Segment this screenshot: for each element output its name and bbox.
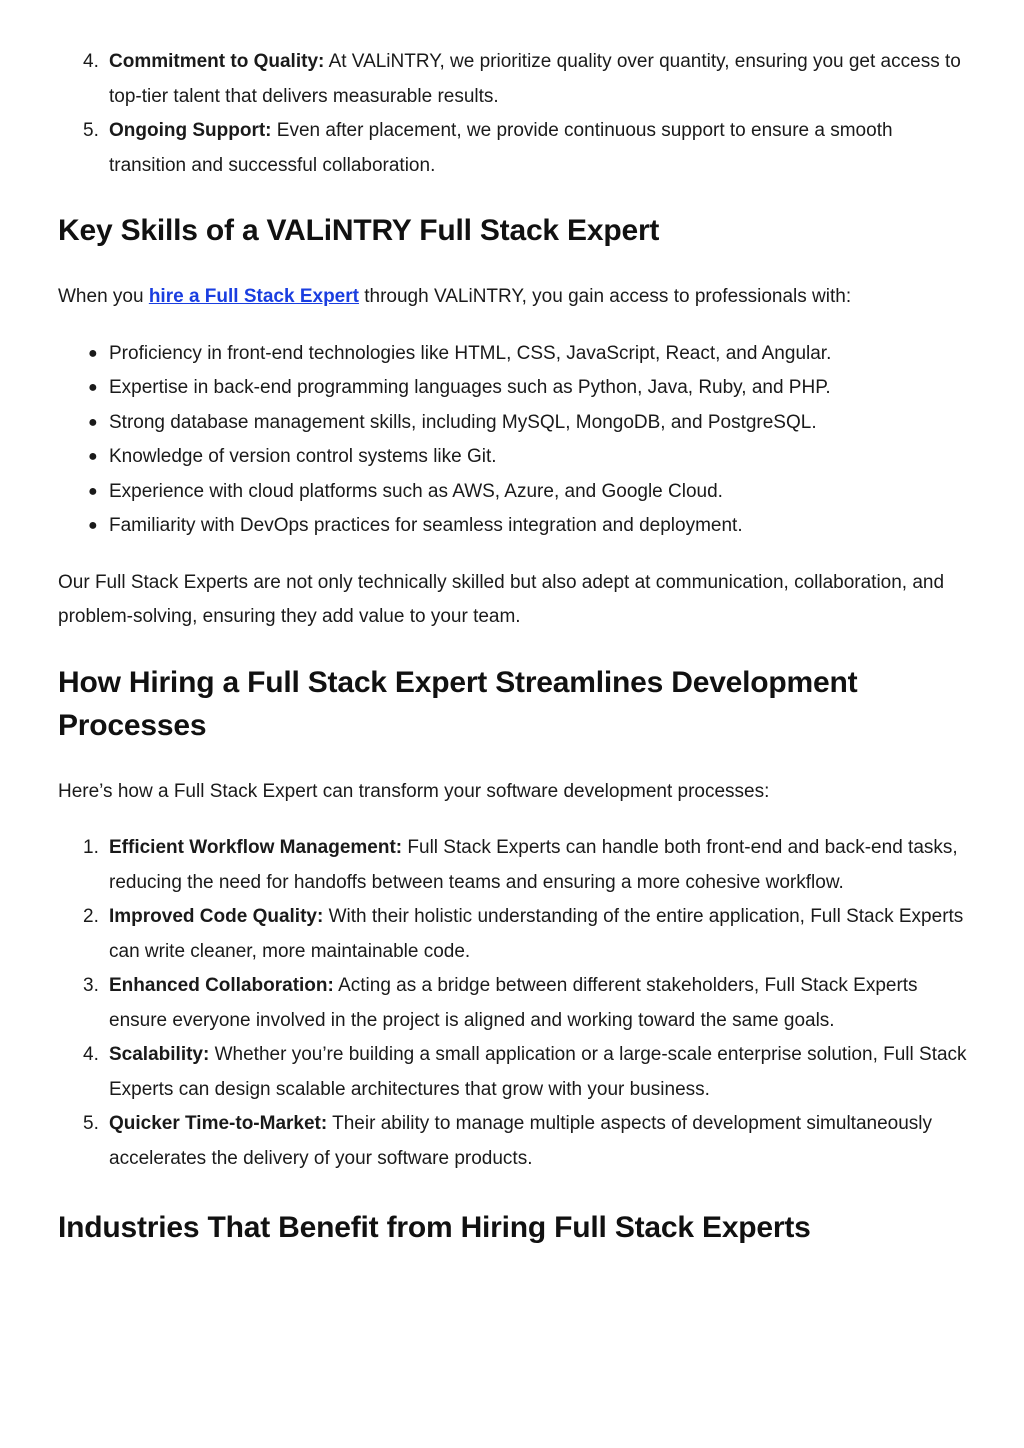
list-number: 4. bbox=[83, 1044, 99, 1065]
list-item-text: Whether you’re building a small application or a large-scale enterprise solution, Full Stack Experts can design scalable architectures that grow with your business. bbox=[109, 1044, 967, 1100]
skills-intro-before: When you bbox=[58, 286, 149, 307]
bullet-text: Strong database management skills, including MySQL, MongoDB, and PostgreSQL. bbox=[109, 411, 817, 433]
hiring-intro: Here’s how a Full Stack Expert can transform your software development processes: bbox=[58, 780, 770, 802]
list-item bbox=[58, 969, 968, 1038]
list-item-text: Acting as a bridge between different stakeholders, Full Stack Experts ensure everyone involved in the project is aligned and working toward the same goals. bbox=[109, 975, 918, 1031]
hire-full-stack-expert-link[interactable]: hire a Full Stack Expert bbox=[148, 286, 359, 307]
bullet-icon: ● bbox=[88, 448, 98, 465]
bullet-icon: ● bbox=[88, 344, 98, 362]
list-item-lead: Scalability: bbox=[109, 1044, 210, 1065]
bullet-text: Familiarity with DevOps practices for seamless integration and deployment. bbox=[109, 515, 743, 536]
bullet-icon: ● bbox=[88, 379, 98, 396]
bullet-icon: ● bbox=[88, 517, 98, 534]
list-item bbox=[58, 509, 968, 544]
skills-intro bbox=[58, 280, 968, 315]
bullet-icon: ● bbox=[88, 413, 98, 431]
list-item-lead: Improved Code Quality: bbox=[109, 906, 324, 927]
list-item bbox=[58, 475, 968, 510]
list-item bbox=[58, 406, 968, 441]
skills-bullet-list bbox=[58, 337, 968, 544]
bullet-text: Proficiency in front-end technologies like HTML, CSS, JavaScript, React, and Angular. bbox=[109, 342, 832, 364]
bullet-icon: ● bbox=[88, 482, 98, 500]
list-item-text: Their ability to manage multiple aspects of development simultaneously accelerates the delivery of your software products. bbox=[109, 1113, 933, 1169]
list-item bbox=[58, 900, 968, 969]
bullet-text: Expertise in back-end programming languages such as Python, Java, Ruby, and PHP. bbox=[109, 377, 831, 398]
list-item-lead: Quicker Time-to-Market: bbox=[109, 1113, 328, 1134]
section-heading-key-skills: Key Skills of a VALiNTRY Full Stack Expert bbox=[58, 214, 660, 247]
list-number: 2. bbox=[83, 906, 99, 927]
list-item bbox=[58, 831, 968, 900]
list-item-lead: Ongoing Support: bbox=[109, 120, 272, 141]
list-item-lead: Enhanced Collaboration: bbox=[109, 975, 334, 996]
list-item-lead: Efficient Workflow Management: bbox=[109, 837, 403, 858]
list-item bbox=[58, 45, 968, 114]
skills-outro: Our Full Stack Experts are not only technically skilled but also adept at communication, collaboration, and problem-solving, ensuring they add value to your team. bbox=[58, 571, 945, 627]
hiring-numbered-list bbox=[58, 831, 968, 1176]
commitment-list bbox=[58, 45, 968, 183]
bullet-text: Experience with cloud platforms such as AWS, Azure, and Google Cloud. bbox=[109, 480, 723, 502]
list-number: 3. bbox=[83, 975, 99, 996]
list-item-text: Even after placement, we provide continuous support to ensure a smooth transition and successful collaboration. bbox=[109, 120, 893, 176]
list-number: 5. bbox=[83, 1113, 99, 1134]
list-number: 5. bbox=[83, 120, 99, 141]
skills-intro-after: through VALiNTRY, you gain access to professionals with: bbox=[358, 286, 852, 307]
list-item bbox=[58, 371, 968, 406]
list-item bbox=[58, 1107, 968, 1176]
list-item bbox=[58, 114, 968, 183]
list-item bbox=[58, 337, 968, 372]
list-item-text: Full Stack Experts can handle both front-end and back-end tasks, reducing the need for handoffs between teams and ensuring a more cohesive workflow. bbox=[109, 837, 958, 893]
list-item-lead: Commitment to Quality: bbox=[109, 51, 325, 72]
list-number: 1. bbox=[83, 837, 99, 858]
list-number: 4. bbox=[83, 51, 99, 72]
bullet-text: Knowledge of version control systems like Git. bbox=[109, 446, 497, 467]
list-item bbox=[58, 1038, 968, 1107]
list-item-text: With their holistic understanding of the entire application, Full Stack Experts can write cleaner, more maintainable code. bbox=[109, 906, 964, 962]
list-item-text: At VALiNTRY, we prioritize quality over quantity, ensuring you get access to top-tier talent that delivers measurable results. bbox=[109, 51, 961, 107]
section-heading-industries: Industries That Benefit from Hiring Full Stack Experts bbox=[58, 1211, 811, 1244]
section-heading-streamlines: How Hiring a Full Stack Expert Streamlines Development Processes bbox=[58, 665, 858, 742]
list-item bbox=[58, 440, 968, 475]
document-page bbox=[58, 44, 968, 1249]
